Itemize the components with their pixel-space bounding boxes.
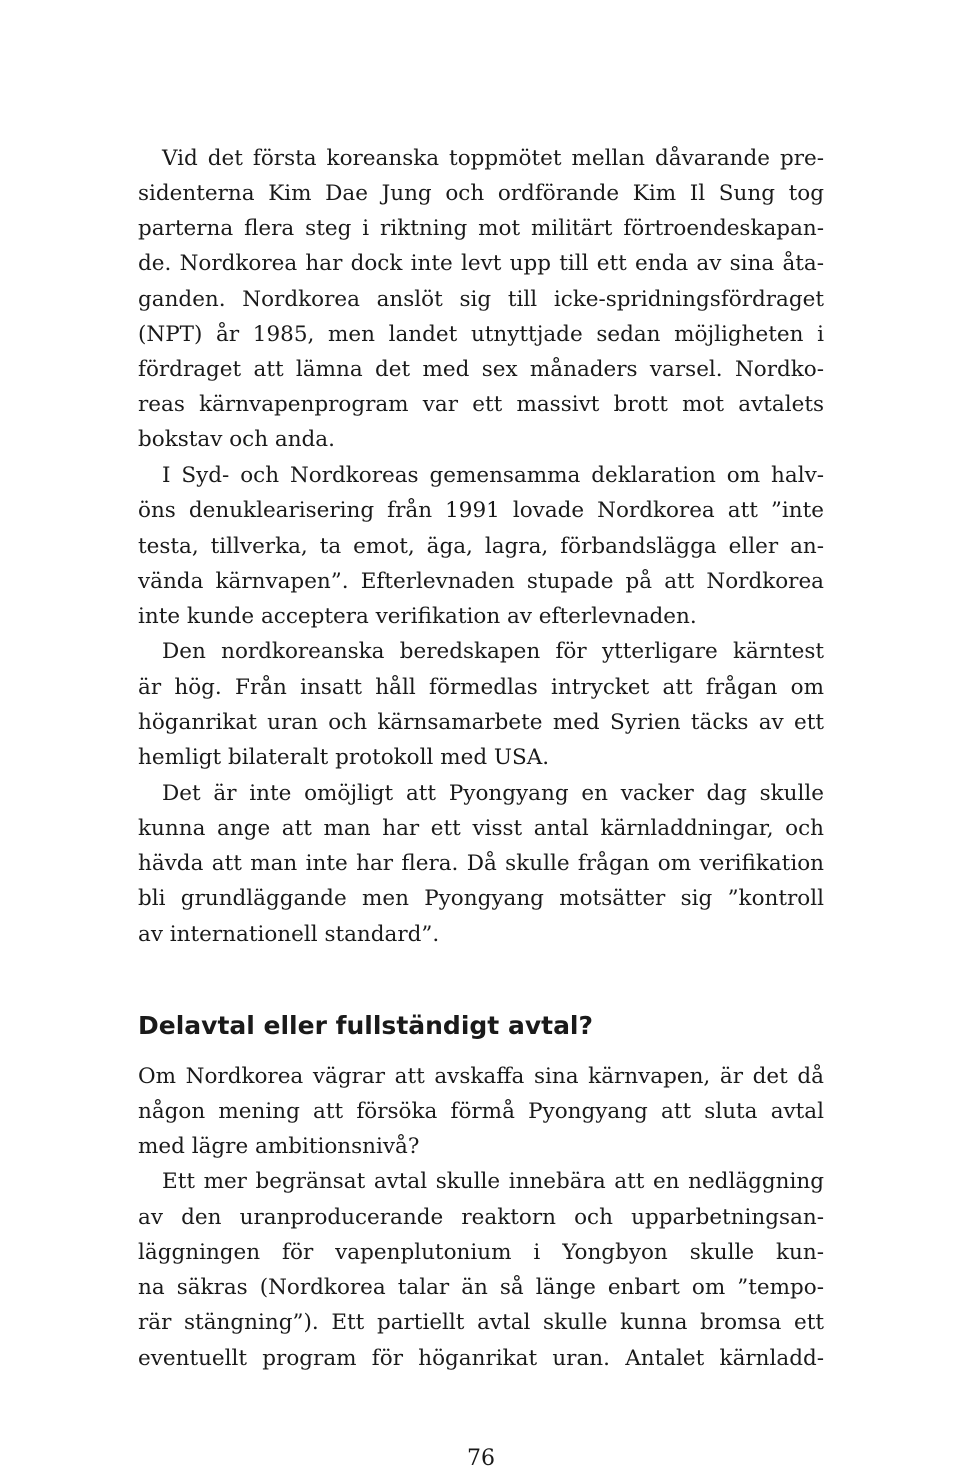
body-text-line: I Syd- och Nordkoreas gemensamma deklaration om halv- bbox=[162, 463, 824, 488]
body-text-line: sidenterna Kim Dae Jung och ordförande Kim Il Sung tog bbox=[138, 181, 824, 206]
body-text-line: fördraget att lämna det med sex månaders varsel. Nordko- bbox=[138, 357, 824, 382]
body-text-line: eventuellt program för höganrikat uran. Antalet kärnladd- bbox=[138, 1346, 824, 1371]
body-text-line: är hög. Från insatt håll förmedlas intrycket att frågan om bbox=[138, 675, 824, 700]
body-text-line: Om Nordkorea vägrar att avskaffa sina kärnvapen, är det då bbox=[138, 1064, 824, 1089]
body-text-line: kunna ange att man har ett visst antal kärnladdningar, och bbox=[138, 816, 824, 841]
body-text-line: Det är inte omöjligt att Pyongyang en vacker dag skulle bbox=[162, 781, 824, 806]
section-heading: Delavtal eller fullständigt avtal? bbox=[138, 1011, 594, 1040]
body-text-line: de. Nordkorea har dock inte levt upp till ett enda av sina åta- bbox=[138, 251, 824, 276]
body-text-line: inte kunde acceptera verifikation av efterlevnaden. bbox=[138, 604, 697, 629]
body-text-line: ganden. Nordkorea anslöt sig till icke-spridningsfördraget bbox=[138, 287, 824, 312]
body-text-line: av internationell standard”. bbox=[138, 922, 440, 947]
body-text-line: hävda att man inte har flera. Då skulle frågan om verifikation bbox=[138, 851, 824, 876]
body-text-line: Ett mer begränsat avtal skulle innebära att en nedläggning bbox=[162, 1169, 824, 1194]
body-text-line: bokstav och anda. bbox=[138, 427, 335, 452]
body-text-line: öns denuklearisering från 1991 lovade Nordkorea att ”inte bbox=[138, 498, 824, 523]
body-text-line: av den uranproducerande reaktorn och upparbetningsan- bbox=[138, 1205, 824, 1230]
book-page bbox=[138, 0, 824, 1478]
body-text-line: höganrikat uran och kärnsamarbete med Syrien täcks av ett bbox=[138, 710, 824, 735]
body-text-line: någon mening att försöka förmå Pyongyang att sluta avtal bbox=[138, 1099, 824, 1124]
body-text-line: rär stängning”). Ett partiellt avtal skulle kunna bromsa ett bbox=[138, 1310, 824, 1335]
body-text-line: na säkras (Nordkorea talar än så länge enbart om ”tempo- bbox=[138, 1275, 824, 1300]
body-text-line: hemligt bilateralt protokoll med USA. bbox=[138, 745, 550, 770]
body-text-line: testa, tillverka, ta emot, äga, lagra, förbandslägga eller an- bbox=[138, 534, 824, 559]
body-text-line: reas kärnvapenprogram var ett massivt brott mot avtalets bbox=[138, 392, 824, 417]
body-text-line: (NPT) år 1985, men landet utnyttjade sedan möjligheten i bbox=[138, 322, 824, 347]
body-text-line: läggningen för vapenplutonium i Yongbyon skulle kun- bbox=[138, 1240, 824, 1265]
body-text-line: Vid det första koreanska toppmötet mellan dåvarande pre- bbox=[162, 146, 824, 171]
body-text-line: Den nordkoreanska beredskapen för ytterligare kärntest bbox=[162, 639, 824, 664]
body-text-line: bli grundläggande men Pyongyang motsätter sig ”kontroll bbox=[138, 886, 824, 911]
body-text-line: parterna flera steg i riktning mot militärt förtroendeskapan- bbox=[138, 216, 824, 241]
page-number: 76 bbox=[467, 1446, 495, 1471]
body-text-line: vända kärnvapen”. Efterlevnaden stupade på att Nordkorea bbox=[138, 569, 824, 594]
body-text-line: med lägre ambitionsnivå? bbox=[138, 1134, 420, 1159]
